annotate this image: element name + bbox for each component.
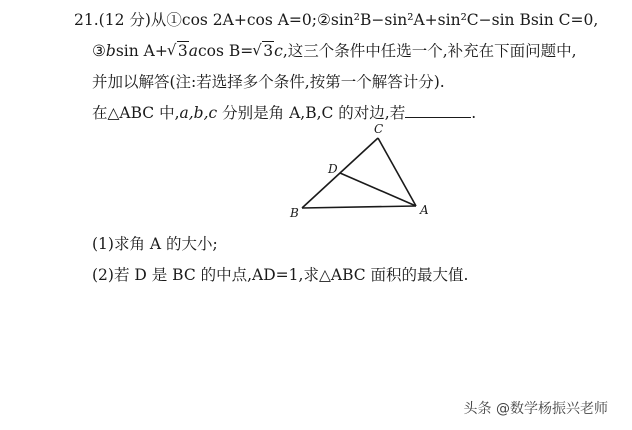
segment-ca xyxy=(378,138,416,206)
segment-ad xyxy=(340,173,416,206)
label-b: B xyxy=(290,206,299,220)
label-a: A xyxy=(420,203,429,217)
sqrt-3-a: √ 3 xyxy=(168,42,189,60)
question-2: (2)若 D 是 BC 的中点,AD=1,求△ABC 面积的最大值. xyxy=(92,266,469,284)
problem-line-3: 并加以解答(注:若选择多个条件,按第一个解答计分). xyxy=(92,73,445,91)
label-d: D xyxy=(328,162,338,176)
segment-ab xyxy=(302,206,416,208)
triangle-figure xyxy=(280,118,450,228)
answer-blank[interactable] xyxy=(405,103,471,118)
watermark: 头条 @数学杨振兴老师 xyxy=(463,401,608,417)
problem-score: (12 分) xyxy=(98,11,151,29)
problem-line-1: 从①cos 2A+cos A=0;②sin²B−sin²A+sin²C−sin Bsin C=0, xyxy=(150,11,599,29)
question-1: (1)求角 A 的大小; xyxy=(92,235,218,253)
sqrt-3-c: √ 3 xyxy=(253,42,274,60)
problem-line-4: 在△ABC 中,a,b,c 分别是角 A,B,C 的对边,若 . xyxy=(92,104,477,122)
problem-line-2: ③bsin A+√ 3acos B=√ 3c,这三个条件中任选一个,补充在下面问题中, xyxy=(92,41,577,61)
problem-number: 21.(12 分)从①cos 2A+cos A=0;②sin²B−sin²A+sin²C−sin Bsin C=0, xyxy=(74,11,599,29)
label-c: C xyxy=(374,122,384,136)
